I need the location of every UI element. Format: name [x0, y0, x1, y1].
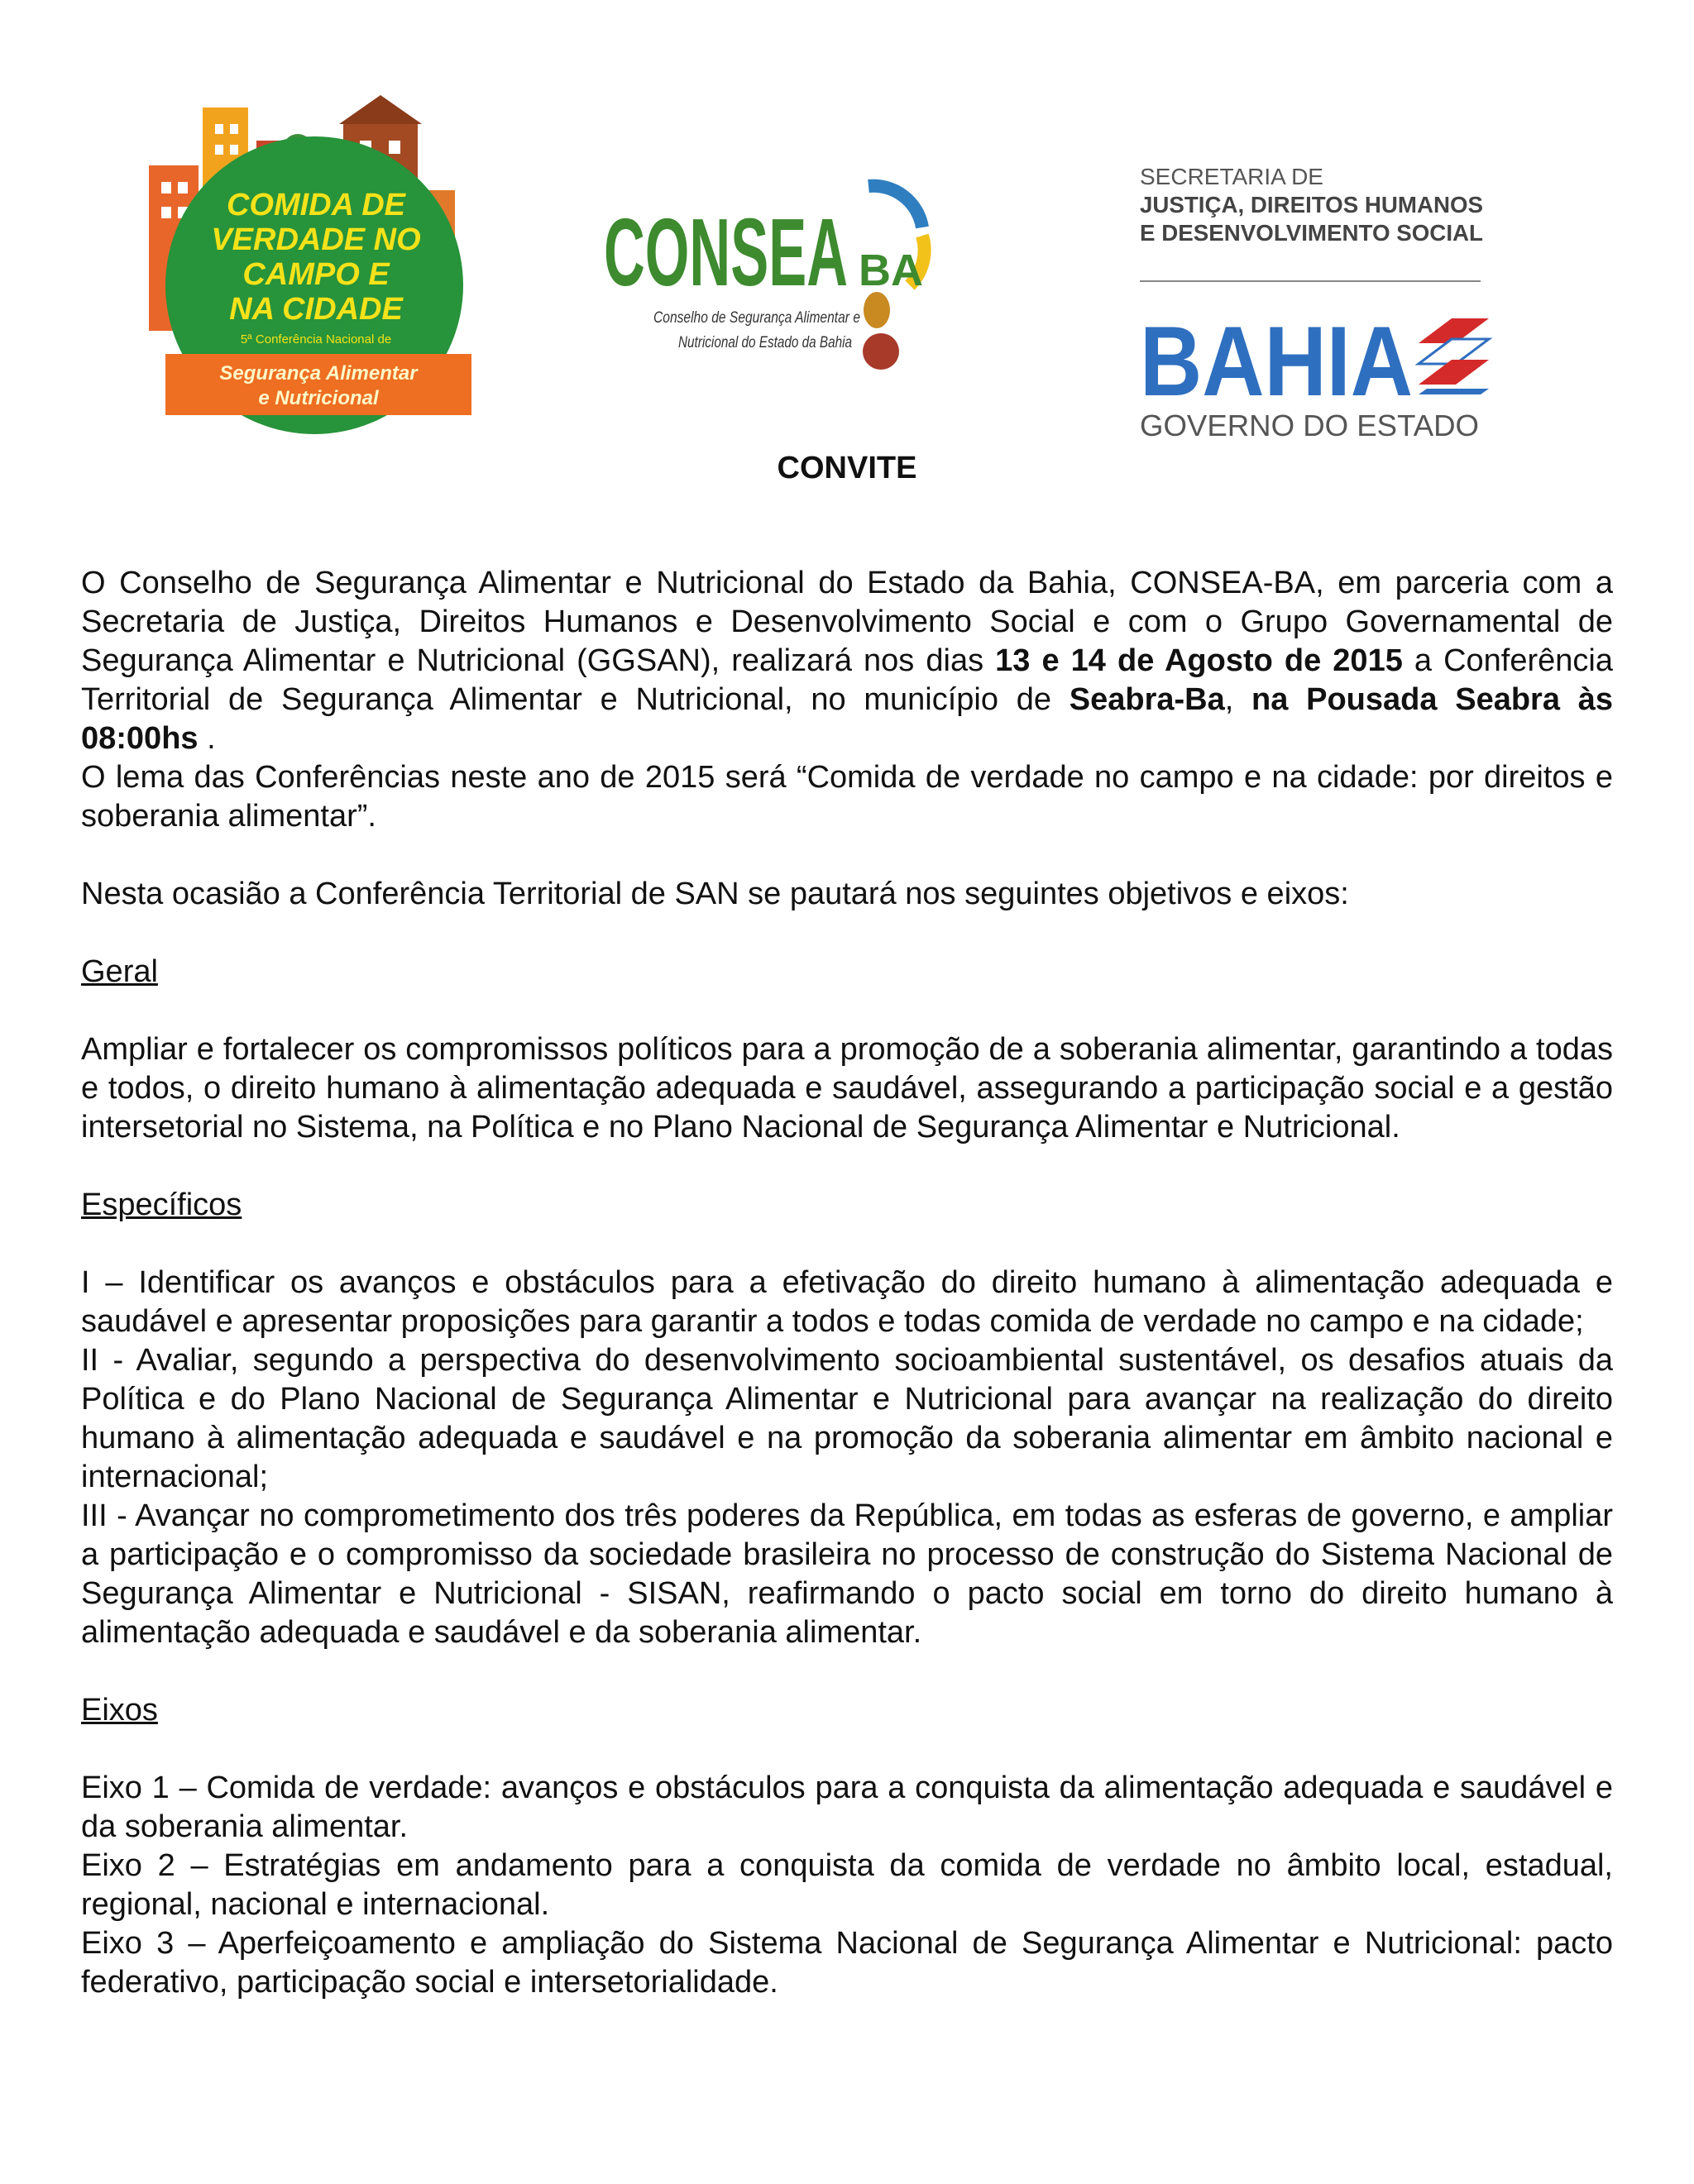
intro-text-d: . — [198, 721, 216, 756]
secretaria-line2: JUSTIÇA, DIREITOS HUMANOS — [1140, 192, 1483, 217]
consea-subtitle-line2: Nutricional do Estado da Bahia — [678, 334, 852, 351]
intro-text-b: a Conferência Territorial de Segurança Alimentar e Nutricional, no município de — [81, 643, 1613, 717]
bahia-subtitle: GOVERNO DO ESTADO — [1140, 409, 1479, 442]
bahia-name: BAHIA — [1140, 306, 1413, 417]
intro-text-c: , — [1224, 682, 1252, 717]
bahia-government-logo — [1133, 161, 1530, 447]
motto-paragraph: O lema das Conferências neste ano de 2015 será “Comida de verdade no campo e na cidade: por direitos e soberania alimentar”. — [81, 760, 1613, 834]
conference-logo-line2: VERDADE NO — [211, 222, 421, 257]
secretaria-line1: SECRETARIA DE — [1140, 164, 1323, 189]
intro-paragraph — [81, 564, 1613, 758]
section-heading-geral: Geral — [81, 954, 158, 989]
consea-subtitle-line1: Conselho de Segurança Alimentar e — [653, 309, 860, 327]
conference-logo — [132, 91, 480, 455]
especifico-item: I – Identificar os avanços e obstáculos para a efetivação do direito humano à alimentação adequada e saudável e apresentar proposições para garantir a todos e todas comida de verdade no campo e na cidade; — [81, 1265, 1613, 1339]
intro-text-a: O Conselho de Segurança Alimentar e Nutricional do Estado da Bahia, CONSEA-BA, em parceria com a Secretaria de Justiça, Direitos Humanos e Desenvolvimento Social e com o Grupo Governamental de Segurança Alimentar e Nutricional (GGSAN), realizará nos dias — [81, 566, 1613, 678]
especifico-item: III - Avançar no comprometimento dos três poderes da República, em todas as esferas de governo, e ampliar a participação e o compromisso da sociedade brasileira no processo de construção do Sistema Nacional de Segurança Alimentar e Nutricional - SISAN, reafirmando o pacto social em torno do direito humano à alimentação adequada e saudável e da soberania alimentar. — [81, 1498, 1613, 1650]
page-title: CONVITE — [777, 451, 917, 485]
especifico-item: II - Avaliar, segundo a perspectiva do desenvolvimento socioambiental sustentável, os desafios atuais da Política e do Plano Nacional de Segurança Alimentar e Nutricional para avançar na realização do direito humano à alimentação adequada e saudável e na promoção da soberania alimentar em âmbito nacional e internacional; — [81, 1343, 1613, 1494]
consea-name: CONSEA — [604, 198, 848, 306]
objectives-intro: Nesta ocasião a Conferência Territorial de SAN se pautará nos seguintes objetivos e eixos: — [81, 877, 1349, 911]
conference-logo-line1: COMIDA DE — [226, 188, 406, 222]
bahia-flag-emblem — [1419, 318, 1489, 394]
conference-logo-line4: NA CIDADE — [229, 292, 403, 327]
eixo-item: Eixo 2 – Estratégias em andamento para a conquista da comida de verdade no âmbito local, estadual, regional, nacional e internacional. — [81, 1848, 1613, 1922]
conference-ribbon-line2: e Nutricional — [258, 387, 379, 409]
section-heading-especificos: Específicos — [81, 1188, 242, 1222]
event-dates: 13 e 14 de Agosto de 2015 — [995, 643, 1403, 678]
event-city: Seabra-Ba — [1069, 682, 1225, 717]
eixo-item: Eixo 3 – Aperfeiçoamento e ampliação do Sistema Nacional de Segurança Alimentar e Nutricional: pacto federativo, participação social e intersetorialidade. — [81, 1926, 1613, 2000]
event-place: na Pousada Seabra às 08:00hs — [81, 682, 1613, 756]
conference-logo-subtitle: 5ª Conferência Nacional de — [240, 332, 392, 346]
geral-text: Ampliar e fortalecer os compromissos políticos para a promoção de a soberania alimentar, garantindo a todas e todos, o direito humano à alimentação adequada e saudável, assegurando a participação social e a gestão intersetorial no Sistema, na Política e no Plano Nacional de Segurança Alimentar e Nutricional. — [81, 1032, 1613, 1145]
logo-header — [0, 0, 1694, 463]
conference-ribbon-line1: Segurança Alimentar — [219, 362, 418, 385]
secretaria-line3: E DESENVOLVIMENTO SOCIAL — [1140, 220, 1483, 246]
consea-state: BA — [859, 246, 923, 295]
invitation-body — [81, 564, 1613, 2002]
eixo-item: Eixo 1 – Comida de verdade: avanços e obstáculos para a conquista da alimentação adequada e saudável e da soberania alimentar. — [81, 1771, 1613, 1844]
consea-ba-logo — [596, 170, 943, 418]
conference-logo-line3: CAMPO E — [242, 257, 390, 292]
section-heading-eixos: Eixos — [81, 1693, 158, 1728]
